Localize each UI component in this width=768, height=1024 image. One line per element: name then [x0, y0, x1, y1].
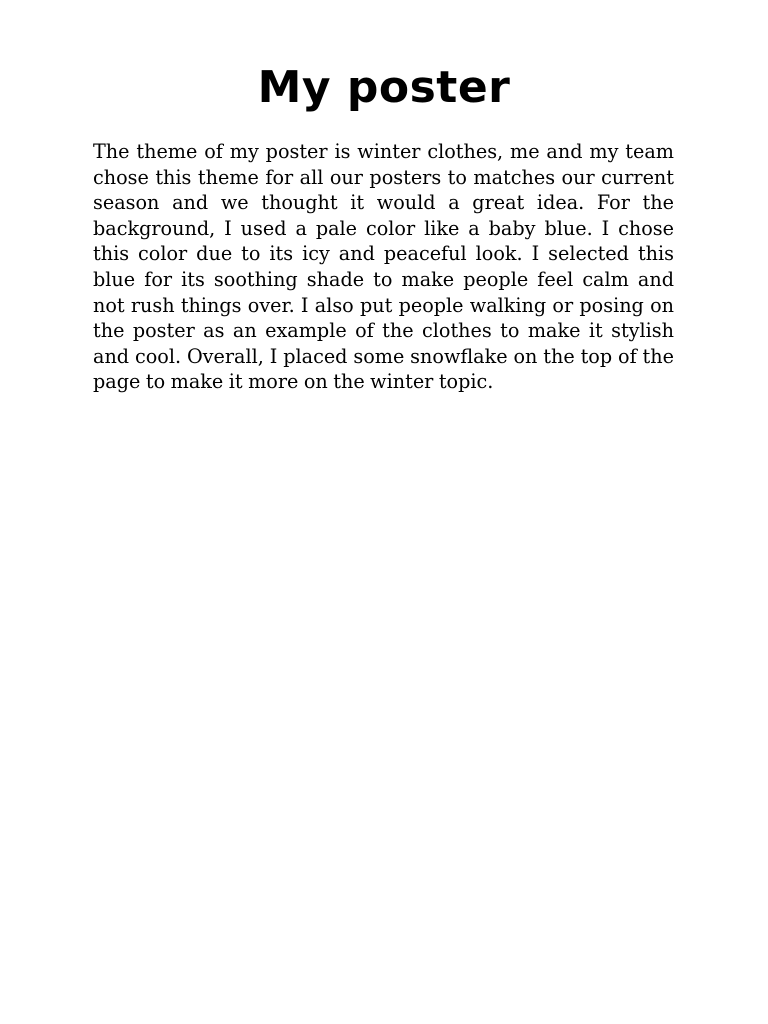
- body-paragraph: The theme of my poster is winter clothes, me and my team chose this theme for all our posters to matches our current season and we thought it would a great idea. For the background, I used a pale color like a baby blue. I chose this color due to its icy and peaceful look. I selected this blue for its soothing shade to make people feel calm and not rush things over. I also put people walking or posing on the poster as an example of the clothes to make it stylish and cool. Overall, I placed some snowflake on the top of the page to make it more on the winter topic.: [93, 140, 674, 394]
- page-title: My poster: [257, 62, 511, 113]
